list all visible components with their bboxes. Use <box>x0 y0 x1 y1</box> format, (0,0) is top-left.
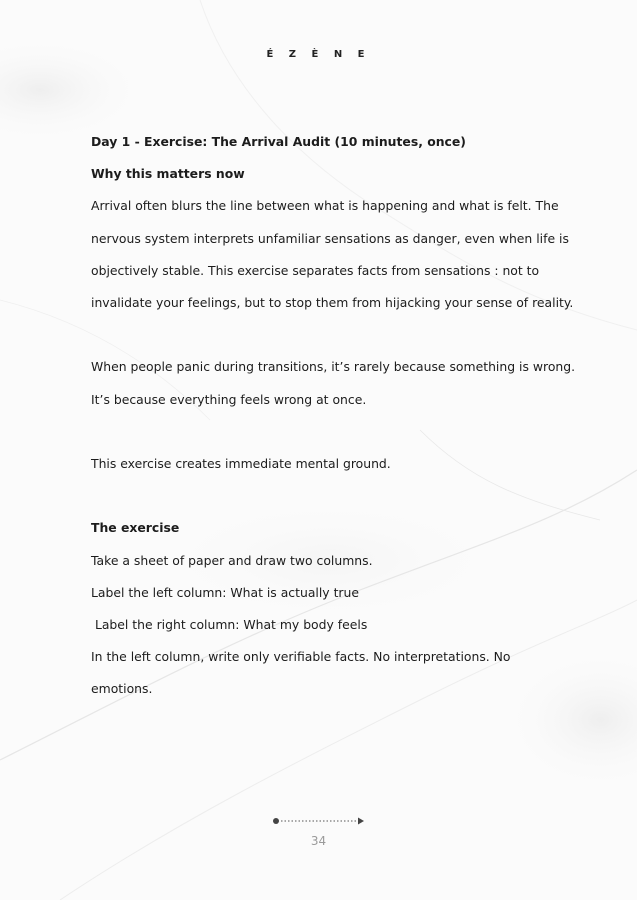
paragraph-line: objectively stable. This exercise separates facts from sensations : not to <box>91 262 540 278</box>
paragraph-line: This exercise creates immediate mental ground. <box>91 456 391 471</box>
paragraph-line: Arrival often blurs the line between what is happening and what is felt. The <box>91 198 559 214</box>
exercise-heading: The exercise <box>91 520 180 536</box>
dotted-arrow-icon <box>272 815 366 827</box>
spacer <box>91 480 561 512</box>
paragraph-line: invalidate your feelings, but to stop them from hijacking your sense of reality. <box>91 295 574 311</box>
spacer <box>91 319 561 351</box>
step-line: Label the left column: What is actually true <box>91 584 359 600</box>
step-line: emotions. <box>91 681 153 697</box>
paragraph-line: It’s because everything feels wrong at once. <box>91 391 367 407</box>
paragraph-line: When people panic during transitions, it’s rarely because something is wrong. <box>91 359 576 375</box>
subheading: Why this matters now <box>91 166 245 182</box>
spacer <box>91 416 561 448</box>
page-number: 34 <box>310 834 327 848</box>
brand-wordmark: É Z È N E <box>266 49 371 60</box>
section-title: Day 1 - Exercise: The Arrival Audit (10 minutes, once) <box>91 134 466 149</box>
step-line: In the left column, write only verifiable facts. No interpretations. No <box>91 649 511 665</box>
page-content <box>91 126 576 706</box>
step-line: Take a sheet of paper and draw two columns. <box>91 552 373 568</box>
paragraph-line: nervous system interprets unfamiliar sensations as danger, even when life is <box>91 230 569 246</box>
step-line: Label the right column: What my body feels <box>91 617 368 632</box>
